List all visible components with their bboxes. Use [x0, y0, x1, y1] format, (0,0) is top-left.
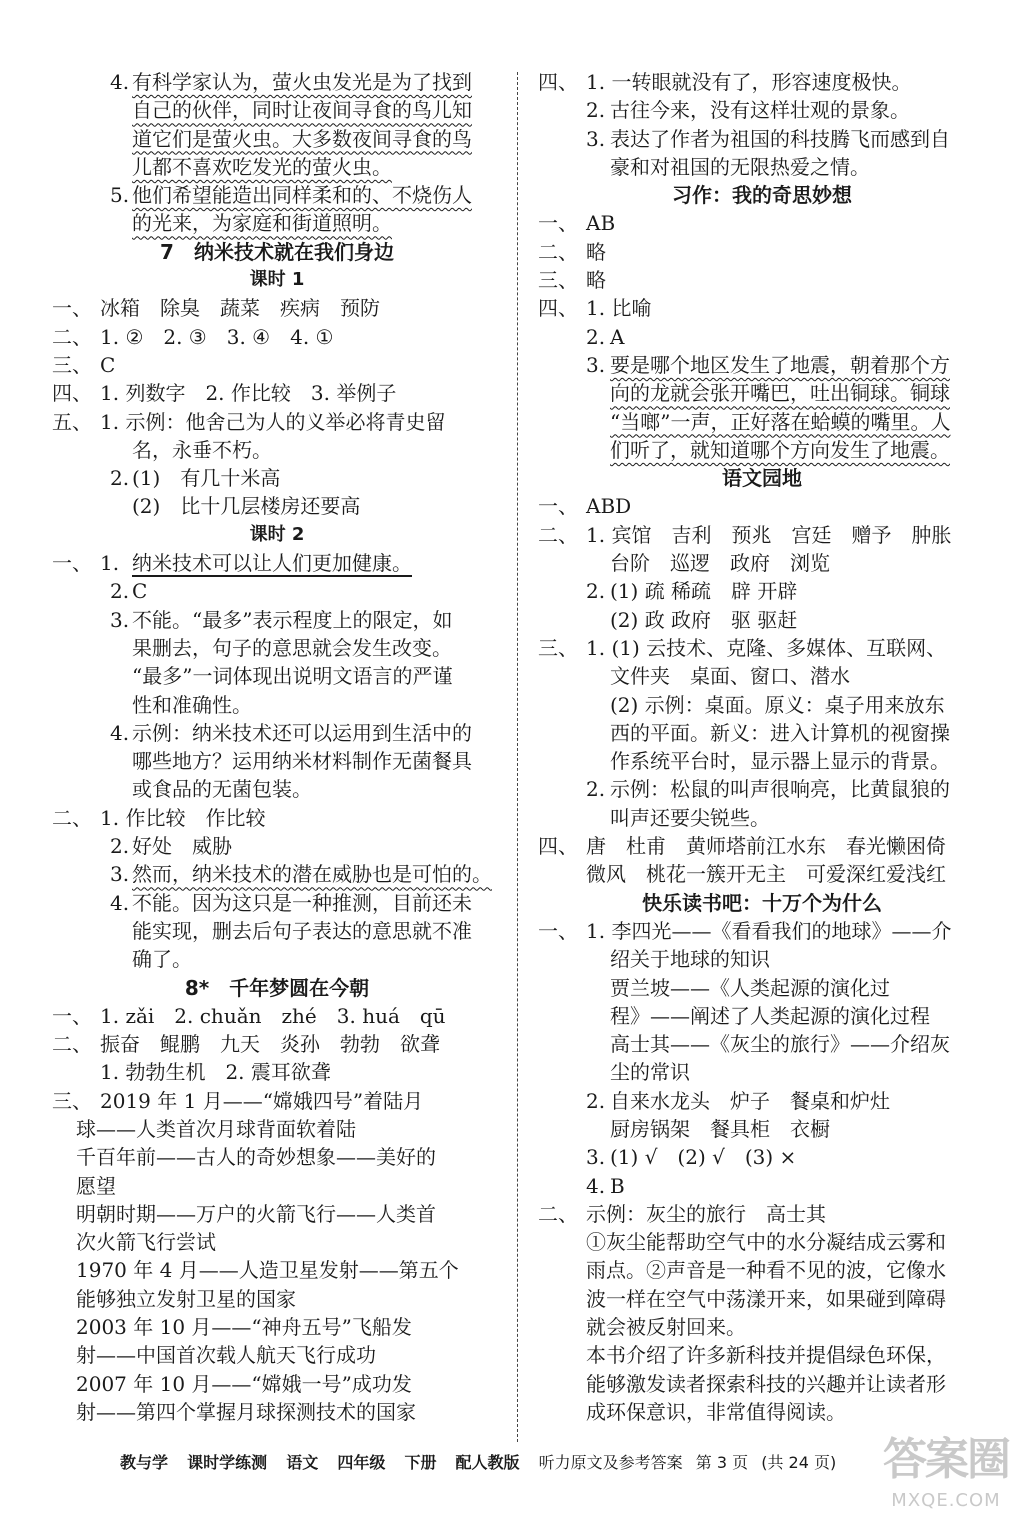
- item-number: 二、: [538, 522, 578, 547]
- answer-text: 们听了，就知道哪个方向发生了地震。: [610, 437, 950, 462]
- answer-line: [538, 719, 986, 747]
- answer-line: [538, 917, 986, 945]
- answer-text: 性和准确性。: [132, 692, 252, 717]
- answer-line: [52, 379, 502, 407]
- item-number: 三、: [52, 352, 92, 377]
- answer-line: [538, 832, 986, 860]
- answer-text: 叫声还要尖锐些。: [610, 805, 770, 830]
- answer-text: 向的龙就会张开嘴巴，吐出铜球。铜球: [610, 381, 950, 406]
- answer-text: 2019 年 1 月——“嫦娥四号”着陆月: [100, 1088, 424, 1113]
- answer-text: (1) √ (2) √ (3) ×: [610, 1145, 797, 1170]
- answer-line: [538, 96, 986, 124]
- item-number: 3.: [110, 862, 130, 887]
- answer-line: [52, 351, 502, 379]
- answer-line: [52, 492, 502, 520]
- answer-line: [52, 1313, 502, 1341]
- answer-line: [538, 1370, 986, 1398]
- item-number: 2.: [586, 777, 606, 802]
- answer-text: 2003 年 10 月——“神舟五号”飞船发: [76, 1315, 412, 1340]
- answer-text: 明朝时期——万户的火箭飞行——人类首: [76, 1201, 436, 1226]
- page-footer: [120, 1448, 910, 1478]
- answer-line: [538, 1172, 986, 1200]
- footer-edition: 配人教版: [455, 1453, 520, 1472]
- item-number: 一、: [538, 918, 578, 943]
- heading-text: 习作：我的奇思妙想: [672, 183, 852, 208]
- item-number: 四、: [538, 834, 578, 859]
- footer-section: 听力原文及参考答案: [538, 1453, 683, 1472]
- answer-line: [52, 96, 502, 124]
- answer-line: [52, 68, 502, 96]
- answer-text: 贾兰坡——《人类起源的演化过: [610, 975, 890, 1000]
- answer-line: [52, 125, 502, 153]
- item-number: 3.: [110, 607, 130, 632]
- item-number: 3.: [586, 352, 606, 377]
- answer-line: [538, 747, 986, 775]
- answer-line: [52, 691, 502, 719]
- item-number: 一、: [52, 296, 92, 321]
- answer-text: 自己的伙伴，同时让夜间寻食的鸟儿知: [132, 98, 472, 123]
- answer-line: [52, 1256, 502, 1284]
- item-number: 2.: [586, 1088, 606, 1113]
- item-number: 一、: [52, 551, 92, 576]
- answer-text: 或食品的无菌包装。: [132, 777, 312, 802]
- answer-text: 文件夹 桌面、窗口、潜水: [610, 664, 850, 689]
- item-number: 一、: [538, 211, 578, 236]
- answer-text: 作系统平台时，显示器上显示的背景。: [610, 749, 950, 774]
- answer-text: (1) 疏 稀疏 辟 开辟: [610, 579, 798, 604]
- subsection-heading: [52, 521, 502, 549]
- answer-line: [538, 521, 986, 549]
- heading-text: 快乐读书吧：十万个为什么: [642, 890, 882, 915]
- answer-text: 厨房锅架 餐具柜 衣橱: [610, 1116, 830, 1141]
- answer-line: [52, 719, 502, 747]
- answer-line: [538, 606, 986, 634]
- item-number: 二、: [52, 805, 92, 830]
- item-number: 2.: [586, 579, 606, 604]
- answer-line: [538, 1200, 986, 1228]
- answer-text: 次火箭飞行尝试: [76, 1230, 216, 1255]
- answer-text: 1. 列数字 2. 作比较 3. 举例子: [100, 381, 397, 406]
- answer-line: [52, 804, 502, 832]
- answer-text: 冰箱 除臭 蔬菜 疾病 预防: [100, 296, 380, 321]
- answer-line: [538, 1030, 986, 1058]
- item-number: 四、: [52, 381, 92, 406]
- answer-text: 1. 作比较 作比较: [100, 805, 266, 830]
- answer-line: [538, 68, 986, 96]
- heading-text: 7 纳米技术就在我们身边: [160, 239, 394, 264]
- answer-line: [538, 1313, 986, 1341]
- answer-line: [52, 209, 502, 237]
- answer-text: 球——人类首次月球背面软着陆: [76, 1116, 356, 1141]
- answer-text: 就会被反射回来。: [586, 1315, 746, 1340]
- item-number: 二、: [52, 1032, 92, 1057]
- answer-text: 1. (1) 云技术、克隆、多媒体、互联网、: [586, 635, 947, 660]
- item-number: 2.: [586, 324, 606, 349]
- answer-text: 果删去，句子的意思就会发生改变。: [132, 635, 452, 660]
- footer-subject: 语文: [286, 1453, 319, 1472]
- answer-line: [538, 1143, 986, 1171]
- answer-text: 振奋 鲲鹏 九天 炎孙 勃勃 欲聋: [100, 1032, 440, 1057]
- answer-text: (2) 政 政府 驱 驱赶: [610, 607, 798, 632]
- answer-line: [52, 662, 502, 690]
- answer-line: [52, 1058, 502, 1086]
- answer-text: 唐 杜甫 黄师塔前江水东 春光懒困倚: [586, 834, 946, 859]
- heading-text: 语文园地: [722, 466, 802, 491]
- answer-line: [52, 1200, 502, 1228]
- footer-volume: 下册: [404, 1453, 437, 1472]
- item-number: 4.: [110, 720, 130, 745]
- answer-line: [538, 266, 986, 294]
- answer-text: “最多”一词体现出说明文语言的严谨: [132, 664, 453, 689]
- answer-line: [52, 1002, 502, 1030]
- answer-line: [538, 436, 986, 464]
- answer-line: [538, 209, 986, 237]
- answer-text: 射——中国首次载人航天飞行成功: [76, 1343, 376, 1368]
- answer-line: [52, 1115, 502, 1143]
- answer-line: [52, 917, 502, 945]
- answer-text: 射——第四个掌握月球探测技术的国家: [76, 1399, 416, 1424]
- answer-line: [538, 1256, 986, 1284]
- footer-page: 第 3 页: [695, 1453, 749, 1472]
- answer-line: [538, 351, 986, 379]
- footer-brand: 教与学: [120, 1453, 169, 1472]
- answer-line: [538, 408, 986, 436]
- section-heading: [538, 464, 986, 492]
- answer-text: 能实现，删去后句子表达的意思就不准: [132, 918, 472, 943]
- answer-text: 1. zǎi 2. chuǎn zhé 3. huá qū: [100, 1003, 446, 1028]
- answer-text: 不能。因为这只是一种推测，目前还未: [132, 890, 472, 915]
- answer-text: 道它们是萤火虫。大多数夜间寻食的鸟: [132, 126, 472, 151]
- answer-line: [52, 747, 502, 775]
- answer-text: 古往今来，没有这样壮观的景象。: [610, 98, 910, 123]
- item-number: 三、: [538, 268, 578, 293]
- item-number: 3.: [586, 1145, 606, 1170]
- answer-line: [52, 153, 502, 181]
- item-number: 三、: [52, 1088, 92, 1113]
- answer-text: 好处 威胁: [132, 834, 232, 859]
- answer-text: 示例：灰尘的旅行 高士其: [586, 1201, 826, 1226]
- answer-text: 程》——阐述了人类起源的演化过程: [610, 1003, 930, 1028]
- answer-text: 1. 勃勃生机 2. 震耳欲聋: [100, 1060, 331, 1085]
- watermark-url: MXQE.COM: [891, 1490, 1001, 1511]
- answer-text: 的光来，为家庭和街道照明。: [132, 211, 392, 236]
- watermark-text: 答案圈: [883, 1434, 1009, 1485]
- heading-text: 课时 2: [249, 523, 305, 545]
- answer-line: [52, 323, 502, 351]
- answer-line: [538, 804, 986, 832]
- answer-text: 1970 年 4 月——人造卫星发射——第五个: [76, 1258, 459, 1283]
- item-number: 四、: [538, 70, 578, 94]
- answer-text: 波一样在空气中荡漾开来，如果碰到障碍: [586, 1286, 946, 1311]
- answer-line: [538, 1115, 986, 1143]
- watermark-logo: [876, 1430, 1016, 1530]
- answer-line: [538, 775, 986, 803]
- answer-line: [52, 889, 502, 917]
- footer-grade: 四年级: [337, 1453, 386, 1472]
- section-heading: [52, 974, 502, 1002]
- answer-text: 确了。: [132, 947, 192, 972]
- answer-line: [538, 323, 986, 351]
- answer-line: [52, 1341, 502, 1369]
- answer-text: 有科学家认为，萤火虫发光是为了找到: [132, 70, 472, 94]
- item-number: 5.: [110, 183, 130, 208]
- answer-text: 1. 比喻: [586, 296, 652, 321]
- answer-line: [538, 1398, 986, 1426]
- answer-text: 略: [586, 239, 606, 264]
- answer-line: [52, 832, 502, 860]
- answer-text: (2) 示例：桌面。原义：桌子用来放东: [610, 692, 945, 717]
- heading-text: 8* 千年梦圆在今朝: [184, 975, 370, 1000]
- answer-text: 不能。“最多”表示程度上的限定，如: [132, 607, 453, 632]
- subsection-heading: [52, 266, 502, 294]
- answer-text: 成环保意识，非常值得阅读。: [586, 1399, 846, 1424]
- heading-text: 课时 1: [249, 269, 305, 291]
- answer-line: [52, 294, 502, 322]
- answer-line: [538, 549, 986, 577]
- answer-line: [52, 1030, 502, 1058]
- answer-line: [52, 436, 502, 464]
- answer-text: (2) 比十几层楼房还要高: [132, 494, 361, 519]
- answer-text: 愿望: [76, 1173, 116, 1198]
- answer-text: 略: [586, 268, 606, 293]
- answer-line: [538, 577, 986, 605]
- answer-text: C: [132, 579, 148, 604]
- answer-line: [538, 379, 986, 407]
- left-column: [52, 68, 502, 1426]
- answer-line: [538, 125, 986, 153]
- item-number: 一、: [52, 1003, 92, 1028]
- answer-text: B: [610, 1173, 625, 1198]
- answer-line: [52, 1087, 502, 1115]
- answer-text: 微风 桃花一簇开无主 可爱深红爱浅红: [586, 862, 946, 887]
- answer-text: 名，永垂不朽。: [132, 437, 272, 462]
- answer-text: 尘的常识: [610, 1060, 690, 1085]
- answer-line: [538, 662, 986, 690]
- column-divider: [517, 72, 518, 1442]
- right-column: [538, 68, 986, 1426]
- answer-line: [52, 549, 502, 577]
- answer-line: [538, 153, 986, 181]
- answer-line: [538, 1228, 986, 1256]
- item-number: 三、: [538, 635, 578, 660]
- item-number: 4.: [110, 70, 130, 94]
- answer-line: [52, 860, 502, 888]
- section-heading: [52, 238, 502, 266]
- answer-line: [538, 634, 986, 662]
- item-number: 4.: [586, 1173, 606, 1198]
- answer-line: [52, 606, 502, 634]
- answer-text-underlined: 纳米技术可以让人们更加健康。: [132, 551, 412, 576]
- answer-text: 1. ② 2. ③ 3. ④ 4. ①: [100, 324, 334, 349]
- answer-text: 2007 年 10 月——“嫦娥一号”成功发: [76, 1371, 412, 1396]
- answer-text: 1. 李四光——《看看我们的地球》——介: [586, 918, 952, 943]
- item-number: 2.: [110, 579, 130, 604]
- answer-text: 表达了作者为祖国的科技腾飞而感到自: [610, 126, 950, 151]
- answer-line: [538, 294, 986, 322]
- answer-text: 1. 宾馆 吉利 预兆 宫廷 赠予 肿胀: [586, 522, 952, 547]
- answer-text: 豪和对祖国的无限热爱之情。: [610, 154, 870, 179]
- answer-line: [52, 577, 502, 605]
- answer-text: 千百年前——古人的奇妙想象——美好的: [76, 1145, 436, 1170]
- answer-text: 台阶 巡逻 政府 浏览: [610, 551, 830, 576]
- answer-text: 1.: [100, 551, 120, 576]
- answer-line: [538, 1341, 986, 1369]
- item-number: 2.: [110, 834, 130, 859]
- answer-line: [538, 1058, 986, 1086]
- section-heading: [538, 889, 986, 917]
- answer-text: 儿都不喜欢吃发光的萤火虫。: [132, 154, 392, 179]
- answer-text: 1. 示例：他舍己为人的义举必将青史留: [100, 409, 446, 434]
- answer-text: 要是哪个地区发生了地震，朝着那个方: [610, 352, 950, 377]
- answer-text: 雨点。②声音是一种看不见的波，它像水: [586, 1258, 946, 1283]
- answer-line: [538, 1285, 986, 1313]
- answer-text: 示例：松鼠的叫声很响亮，比黄鼠狼的: [610, 777, 950, 802]
- answer-text: 能够独立发射卫星的国家: [76, 1286, 296, 1311]
- answer-line: [52, 1370, 502, 1398]
- item-number: 二、: [538, 1201, 578, 1226]
- answer-line: [52, 1228, 502, 1256]
- answer-text: 西的平面。新义：进入计算机的视窗操: [610, 720, 950, 745]
- answer-line: [52, 181, 502, 209]
- answer-text: 本书介绍了许多新科技并提倡绿色环保，: [586, 1343, 946, 1368]
- answer-line: [52, 1143, 502, 1171]
- item-number: 4.: [110, 890, 130, 915]
- item-number: 一、: [538, 494, 578, 519]
- answer-line: [538, 1087, 986, 1115]
- answer-text: 然而，纳米技术的潜在威胁也是可怕的。: [132, 862, 492, 887]
- answer-line: [538, 492, 986, 520]
- answer-text: 能够激发读者探索科技的兴趣并让读者形: [586, 1371, 946, 1396]
- answer-text: ABD: [586, 494, 632, 519]
- answer-line: [52, 1398, 502, 1426]
- footer-total: (共 24 页): [761, 1453, 837, 1472]
- answer-line: [538, 691, 986, 719]
- answer-text: A: [610, 324, 625, 349]
- answer-line: [538, 945, 986, 973]
- item-number: 3.: [586, 126, 606, 151]
- answer-line: [52, 945, 502, 973]
- answer-text: 高士其——《灰尘的旅行》——介绍灰: [610, 1032, 950, 1057]
- footer-series: 课时学练测: [187, 1453, 268, 1472]
- section-heading: [538, 181, 986, 209]
- answer-line: [52, 1172, 502, 1200]
- item-number: 四、: [538, 296, 578, 321]
- answer-text: (1) 有几十米高: [132, 466, 281, 491]
- answer-line: [52, 408, 502, 436]
- answer-text: ①灰尘能帮助空气中的水分凝结成云雾和: [586, 1230, 946, 1255]
- answer-text: AB: [586, 211, 616, 236]
- answer-line: [52, 775, 502, 803]
- answer-text: 绍关于地球的知识: [610, 947, 770, 972]
- item-number: 五、: [52, 409, 92, 434]
- answer-line: [52, 464, 502, 492]
- answer-line: [52, 1285, 502, 1313]
- answer-line: [52, 634, 502, 662]
- answer-line: [538, 974, 986, 1002]
- answer-line: [538, 860, 986, 888]
- answer-line: [538, 1002, 986, 1030]
- answer-text: 示例：纳米技术还可以运用到生活中的: [132, 720, 472, 745]
- item-number: 2.: [110, 466, 130, 491]
- item-number: 二、: [52, 324, 92, 349]
- answer-text: C: [100, 352, 116, 377]
- item-number: 二、: [538, 239, 578, 264]
- answer-text: 1. 一转眼就没有了，形容速度极快。: [586, 70, 912, 94]
- answer-text: 哪些地方？运用纳米材料制作无菌餐具: [132, 749, 472, 774]
- answer-line: [538, 238, 986, 266]
- answer-text: 他们希望能造出同样柔和的、不烧伤人: [132, 183, 472, 208]
- item-number: 2.: [586, 98, 606, 123]
- answer-text: 自来水龙头 炉子 餐桌和炉灶: [610, 1088, 890, 1113]
- answer-text: “当啷”一声，正好落在蛤蟆的嘴里。人: [610, 409, 951, 434]
